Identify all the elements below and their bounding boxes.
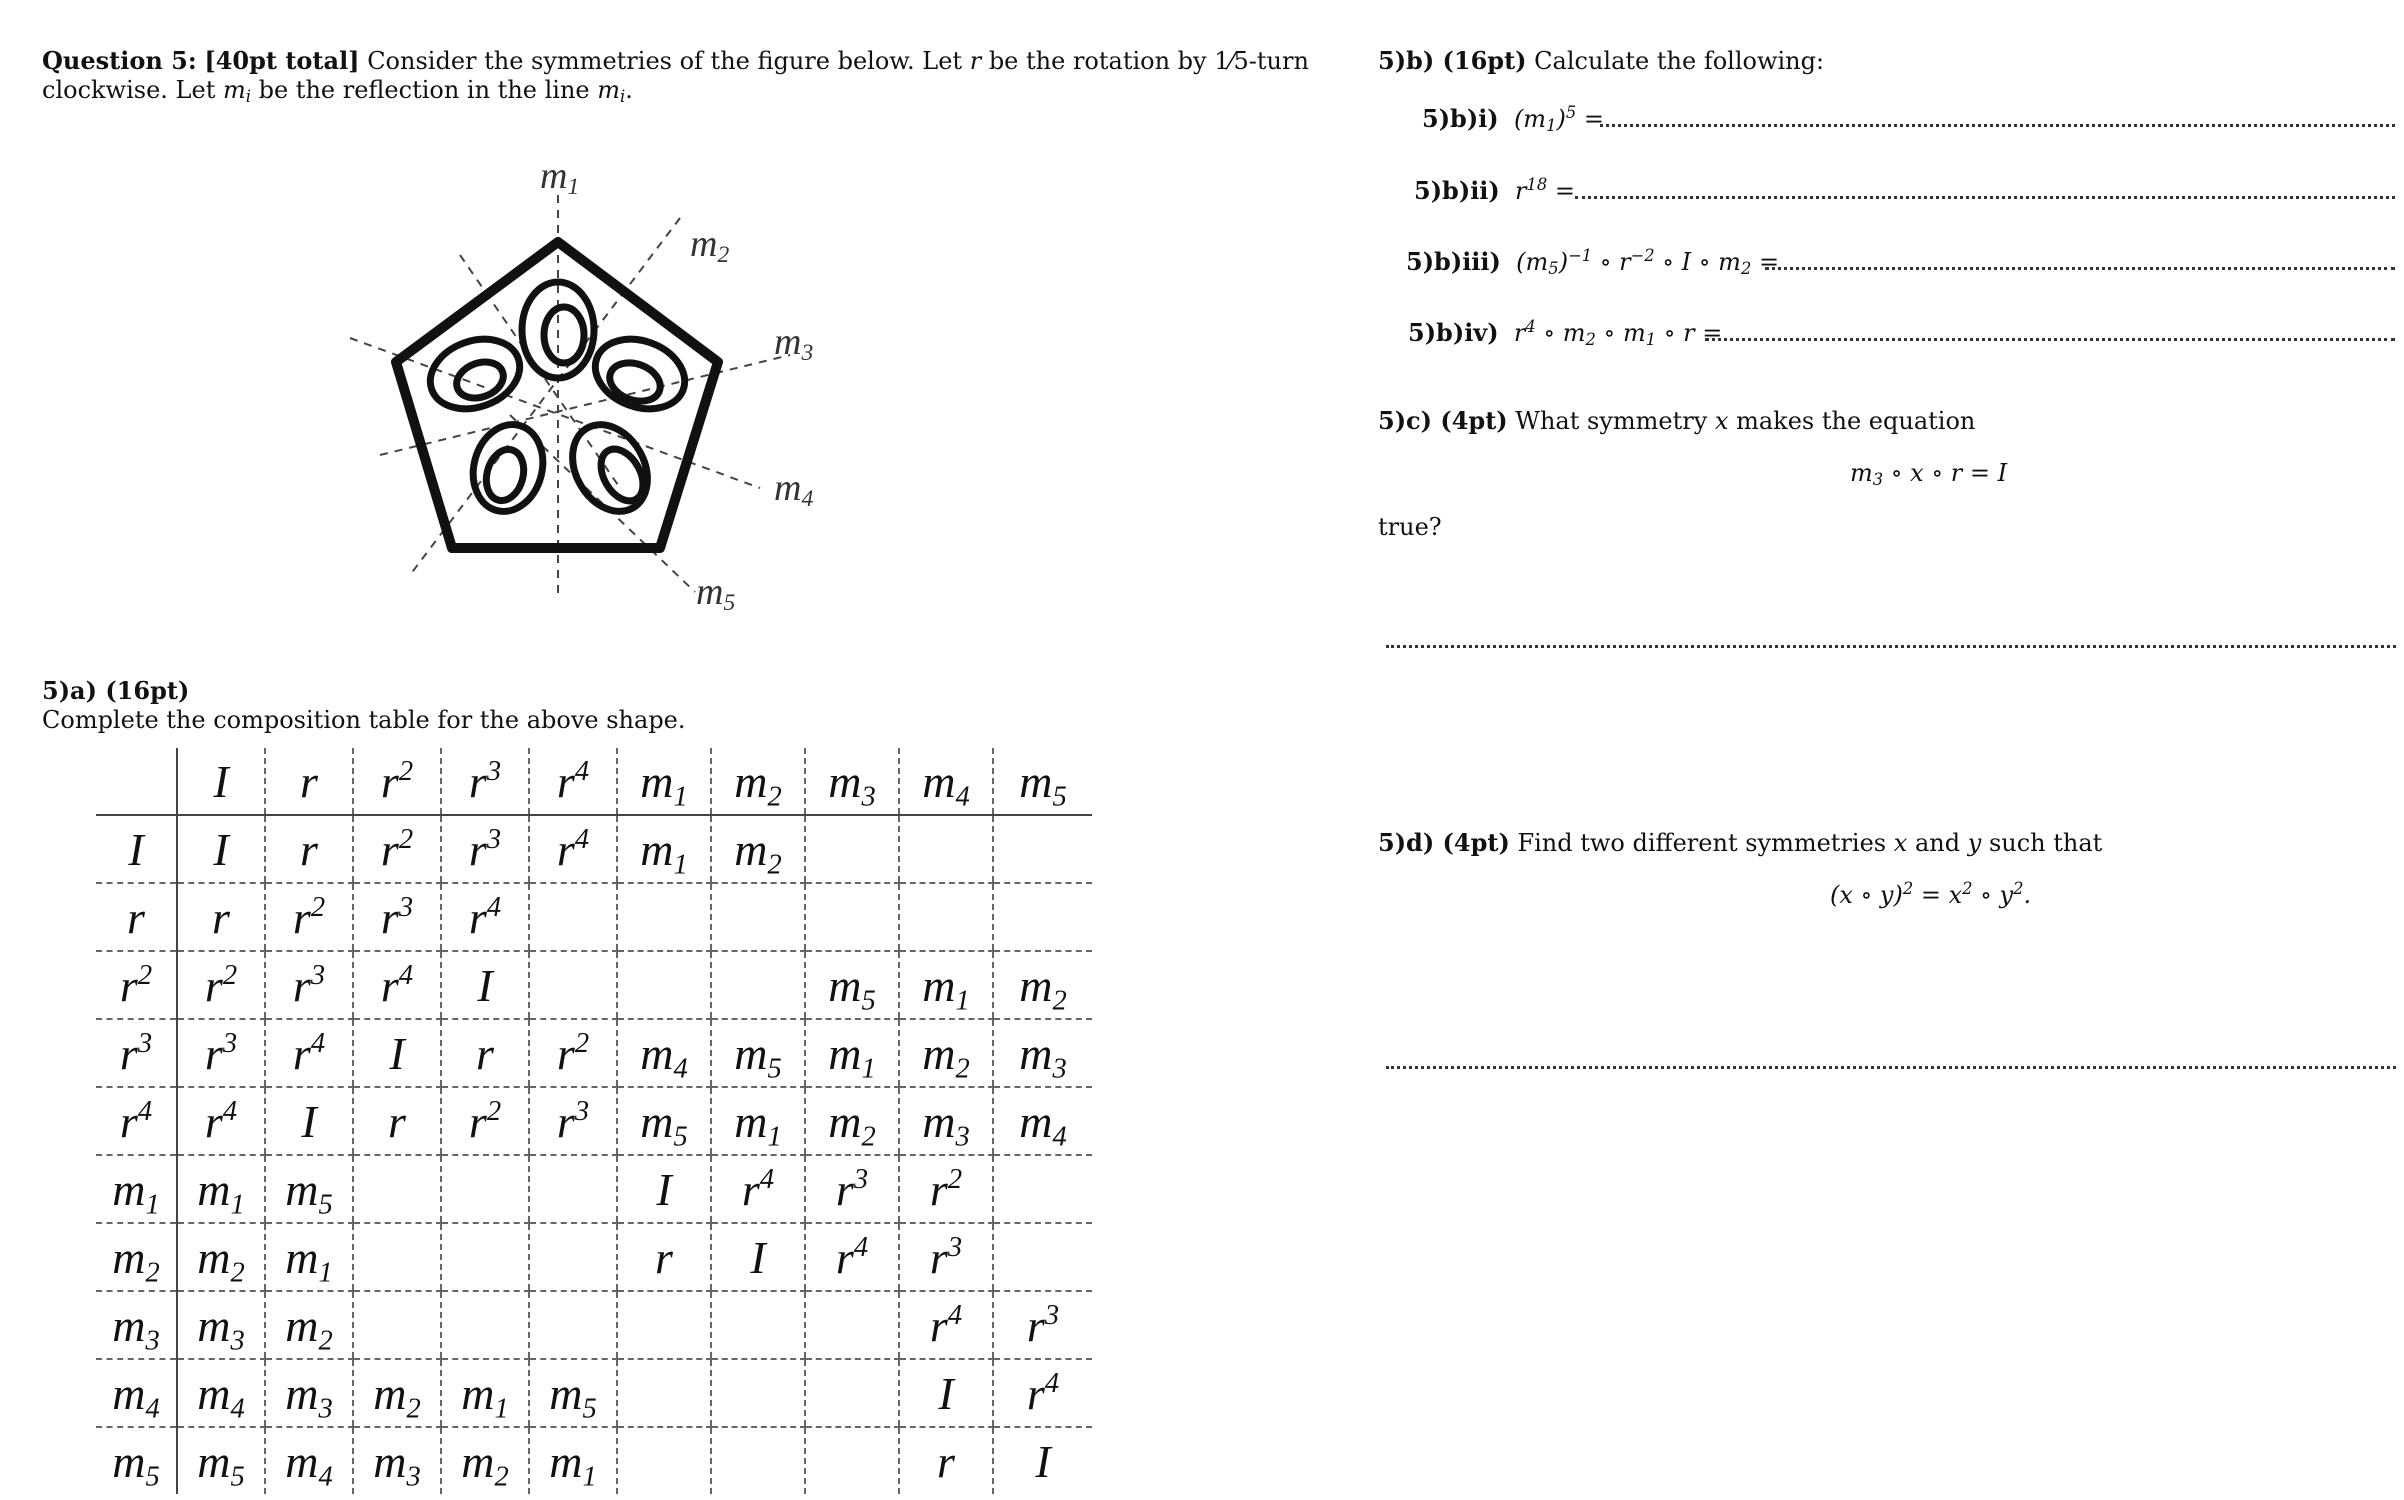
table-cell: $r^3$: [265, 951, 353, 1019]
question-text: be the rotation by: [988, 47, 1207, 75]
part-d-header: [1378, 828, 2102, 858]
table-cell: $m_2$: [177, 1223, 265, 1291]
part-d-text: and: [1914, 829, 1961, 857]
petal-right: [585, 327, 694, 420]
table-cell: $r^3$: [805, 1155, 899, 1223]
table-cell: $m_2$: [711, 815, 805, 883]
table-cell-empty[interactable]: [617, 951, 711, 1019]
table-cell: $m_1$: [711, 1087, 805, 1155]
table-cell: $m_2$: [993, 951, 1092, 1019]
item-expr: $(m_5)^{-1}$ ∘ $r^{-2}$ ∘ I ∘ $m_2$ =: [1508, 246, 1780, 279]
table-cell: $m_2$: [805, 1087, 899, 1155]
label-m5: $m_5$: [696, 571, 736, 616]
table-cell: $r^3$: [529, 1087, 617, 1155]
question-text: clockwise. Let: [42, 76, 216, 104]
table-cell: $m_5$: [711, 1019, 805, 1087]
table-cell: $r^2$: [529, 1019, 617, 1087]
table-cell: $m_5$: [617, 1087, 711, 1155]
table-cell: $r^2$: [353, 748, 441, 815]
answer-line-b-i[interactable]: [1600, 124, 2395, 127]
table-cell: $m_1$: [265, 1223, 353, 1291]
part-c-text: makes the equation: [1736, 407, 1976, 435]
table-cell: I: [265, 1087, 353, 1155]
answer-line-b-ii[interactable]: [1575, 196, 2395, 199]
table-cell: $m_5$: [993, 748, 1092, 815]
var-r: r: [969, 47, 982, 75]
petal-bottom-right: [558, 411, 663, 525]
table-cell: r: [353, 1087, 441, 1155]
part-b-label: 5)b) (16pt): [1378, 46, 1527, 75]
label-m1: $m_1$: [540, 155, 580, 200]
part-a-instruction: Complete the composition table for the above shape.: [42, 706, 686, 734]
question-points: [40pt total]: [204, 46, 360, 75]
table-row: [96, 951, 1092, 1019]
table-cell-empty[interactable]: [441, 1223, 529, 1291]
answer-line-b-iv[interactable]: [1705, 338, 2395, 341]
answer-line-c[interactable]: [1386, 645, 2396, 648]
table-cell: $r^2$: [899, 1155, 993, 1223]
table-cell-empty[interactable]: [617, 1291, 711, 1359]
item-label: 5)b)iv): [1408, 318, 1499, 347]
table-cell: $m_3$: [177, 1291, 265, 1359]
part-b-instruction: Calculate the following:: [1534, 47, 1825, 75]
table-cell: r: [899, 1427, 993, 1494]
table-cell: $r^2$: [96, 951, 177, 1019]
table-cell: $r^4$: [529, 748, 617, 815]
part-d-equation: (x ∘ $y)^2 = x^2$ ∘ $y^2$.: [1830, 879, 2032, 909]
table-cell-empty[interactable]: [899, 815, 993, 883]
table-cell: $m_1$: [441, 1359, 529, 1427]
question-header: [42, 46, 1309, 76]
item-expr: $(m_1)^5$ =: [1506, 103, 1604, 136]
item-b-iv: [1408, 318, 1722, 348]
table-cell-empty[interactable]: [353, 1223, 441, 1291]
part-d-text: such that: [1988, 829, 2103, 857]
table-cell: $r^4$: [711, 1155, 805, 1223]
question-text: -turn: [1248, 47, 1309, 75]
table-cell: r: [617, 1223, 711, 1291]
table-row: [96, 1019, 1092, 1087]
table-cell-empty[interactable]: [711, 1291, 805, 1359]
table-cell: $m_1$: [96, 1155, 177, 1223]
table-cell: $m_2$: [265, 1291, 353, 1359]
table-cell-empty[interactable]: [711, 1359, 805, 1427]
table-cell: $r^2$: [353, 815, 441, 883]
table-cell: $r^3$: [993, 1291, 1092, 1359]
table-cell: $m_5$: [805, 951, 899, 1019]
table-cell-empty[interactable]: [529, 1223, 617, 1291]
table-cell: $r^4$: [177, 1087, 265, 1155]
table-cell: $r^4$: [353, 951, 441, 1019]
label-m4: $m_4$: [774, 467, 814, 512]
item-b-iii: [1406, 247, 1779, 277]
table-cell: $r^3$: [177, 1019, 265, 1087]
table-cell: $r^2$: [177, 951, 265, 1019]
table-cell-empty[interactable]: [529, 1155, 617, 1223]
table-cell: $m_2$: [353, 1359, 441, 1427]
table-cell: $m_2$: [899, 1019, 993, 1087]
item-b-i: [1422, 104, 1604, 134]
table-cell: $r^2$: [441, 1087, 529, 1155]
table-cell: I: [177, 815, 265, 883]
table-cell-empty[interactable]: [441, 1155, 529, 1223]
var-x: x: [1714, 407, 1729, 435]
table-row: [96, 1223, 1092, 1291]
table-cell-empty[interactable]: [353, 1155, 441, 1223]
table-cell-empty[interactable]: [805, 883, 899, 951]
table-header-row: [96, 748, 1092, 815]
table-cell: $m_2$: [441, 1427, 529, 1494]
table-cell: r: [177, 883, 265, 951]
table-cell: $m_3$: [265, 1359, 353, 1427]
table-row: [96, 1155, 1092, 1223]
table-cell-empty[interactable]: [529, 1291, 617, 1359]
table-cell: $r^3$: [899, 1223, 993, 1291]
table-cell-empty[interactable]: [805, 815, 899, 883]
table-cell: I: [711, 1223, 805, 1291]
var-x: x: [1893, 829, 1908, 857]
part-c-header: [1378, 406, 1975, 436]
item-label: 5)b)i): [1422, 104, 1499, 133]
table-cell: I: [441, 951, 529, 1019]
question-title: Question 5:: [42, 46, 197, 75]
table-cell: $r^2$: [265, 883, 353, 951]
table-cell: $r^4$: [899, 1291, 993, 1359]
label-m3: $m_3$: [774, 321, 814, 366]
table-cell-empty[interactable]: [617, 1427, 711, 1494]
table-cell: I: [899, 1359, 993, 1427]
table-cell: $r^4$: [529, 815, 617, 883]
table-cell: $m_3$: [899, 1087, 993, 1155]
composition-table: [96, 748, 1092, 1494]
part-d-text: Find two different symmetries: [1517, 829, 1887, 857]
table-cell: $m_3$: [96, 1291, 177, 1359]
table-cell: I: [617, 1155, 711, 1223]
table-cell: $m_1$: [177, 1155, 265, 1223]
table-cell: r: [96, 883, 177, 951]
part-d-label: 5)d) (4pt): [1378, 828, 1510, 857]
item-expr: $r^4$ ∘ $m_2$ ∘ $m_1$ ∘ r =: [1506, 317, 1723, 350]
pentagon-figure-svg: [340, 150, 840, 620]
table-cell-empty[interactable]: [993, 1223, 1092, 1291]
question-header-line2: clockwise. Let $m_i$ be the reflection in the line $m_i$.: [42, 76, 633, 107]
answer-line-b-iii[interactable]: [1765, 267, 2395, 270]
table-cell: $m_4$: [177, 1359, 265, 1427]
table-cell-empty[interactable]: [899, 883, 993, 951]
table-cell: r: [265, 815, 353, 883]
pentagon-figure: [340, 150, 840, 620]
table-cell: $m_3$: [353, 1427, 441, 1494]
table-cell: $r^3$: [96, 1019, 177, 1087]
table-cell-empty[interactable]: [993, 883, 1092, 951]
table-cell: $m_1$: [617, 815, 711, 883]
table-cell: $m_3$: [993, 1019, 1092, 1087]
table-row: [96, 1427, 1092, 1494]
table-cell: $m_4$: [265, 1427, 353, 1494]
question-text: be the reflection in the line: [258, 76, 590, 104]
petal-top-inner: [544, 307, 584, 363]
table-cell: I: [353, 1019, 441, 1087]
item-label: 5)b)ii): [1414, 176, 1500, 205]
table-cell-empty[interactable]: [96, 748, 177, 815]
table-cell: $m_1$: [617, 748, 711, 815]
table-cell: I: [96, 815, 177, 883]
table-cell-empty[interactable]: [529, 951, 617, 1019]
part-c-text: What symmetry: [1515, 407, 1708, 435]
table-cell: $m_1$: [899, 951, 993, 1019]
table-cell: $m_2$: [96, 1223, 177, 1291]
table-cell: $m_4$: [96, 1359, 177, 1427]
composition-table-wrapper: [96, 748, 1092, 1494]
table-cell: $m_1$: [805, 1019, 899, 1087]
table-row: [96, 1359, 1092, 1427]
table-cell-empty[interactable]: [711, 951, 805, 1019]
table-cell: $m_5$: [112, 1435, 160, 1493]
table-cell: $m_4$: [993, 1087, 1092, 1155]
table-cell-empty[interactable]: [441, 1291, 529, 1359]
table-cell: r: [441, 1019, 529, 1087]
table-cell: $r^4$: [993, 1359, 1092, 1427]
table-cell: $r^4$: [96, 1087, 177, 1155]
table-cell: $m_1$: [529, 1427, 617, 1494]
line-m2: [410, 218, 680, 575]
table-cell: r: [265, 748, 353, 815]
table-cell: $r^4$: [441, 883, 529, 951]
table-cell-empty[interactable]: [711, 1427, 805, 1494]
item-b-ii: [1414, 176, 1575, 206]
item-label: 5)b)iii): [1406, 247, 1501, 276]
table-cell-empty[interactable]: [805, 1359, 899, 1427]
part-c-true: true?: [1378, 513, 1442, 541]
var-mi: $m_i$: [222, 76, 251, 107]
table-cell-empty[interactable]: [805, 1291, 899, 1359]
part-b-header: [1378, 46, 1824, 76]
petal-bottom-left: [464, 417, 552, 520]
table-cell-empty[interactable]: [353, 1291, 441, 1359]
table-cell-empty[interactable]: [993, 815, 1092, 883]
label-m2: $m_2$: [690, 223, 730, 268]
var-y: y: [1967, 829, 1982, 857]
table-row: [96, 1087, 1092, 1155]
table-cell: $m_4$: [617, 1019, 711, 1087]
table-cell: $r^3$: [441, 748, 529, 815]
table-cell: $m_5$: [265, 1155, 353, 1223]
table-row: [96, 883, 1092, 951]
petal-left: [420, 327, 529, 420]
table-cell-empty[interactable]: [993, 1155, 1092, 1223]
part-a-label: 5)a) (16pt): [42, 676, 190, 705]
part-c-equation: $m_3$ ∘ x ∘ r = I: [1850, 459, 2008, 490]
table-row: [96, 815, 1092, 883]
fraction-one-fifth: 1⁄5: [1214, 47, 1249, 75]
table-cell: $m_3$: [805, 748, 899, 815]
table-cell-empty[interactable]: [711, 883, 805, 951]
part-c-label: 5)c) (4pt): [1378, 406, 1508, 435]
var-mi: $m_i$: [597, 76, 626, 107]
table-cell: $m_2$: [711, 748, 805, 815]
table-cell: I: [177, 748, 265, 815]
table-cell: $m_5$: [529, 1359, 617, 1427]
question-text: Consider the symmetries of the figure below. Let: [367, 47, 963, 75]
table-cell: $r^3$: [441, 815, 529, 883]
table-row: [96, 1291, 1092, 1359]
table-cell-empty[interactable]: [617, 1359, 711, 1427]
table-cell-empty[interactable]: [805, 1427, 899, 1494]
table-cell: $r^4$: [265, 1019, 353, 1087]
table-cell-empty[interactable]: [617, 883, 711, 951]
item-expr: $r^{18}$ =: [1507, 175, 1576, 205]
table-cell: $r^4$: [805, 1223, 899, 1291]
table-cell: $m_4$: [899, 748, 993, 815]
table-cell: I: [993, 1427, 1092, 1494]
petal-bottom-left-inner: [481, 445, 529, 505]
table-cell-empty[interactable]: [529, 883, 617, 951]
table-cell: $m_5$: [177, 1427, 265, 1494]
table-cell: $r^3$: [353, 883, 441, 951]
answer-line-d[interactable]: [1386, 1066, 2396, 1069]
